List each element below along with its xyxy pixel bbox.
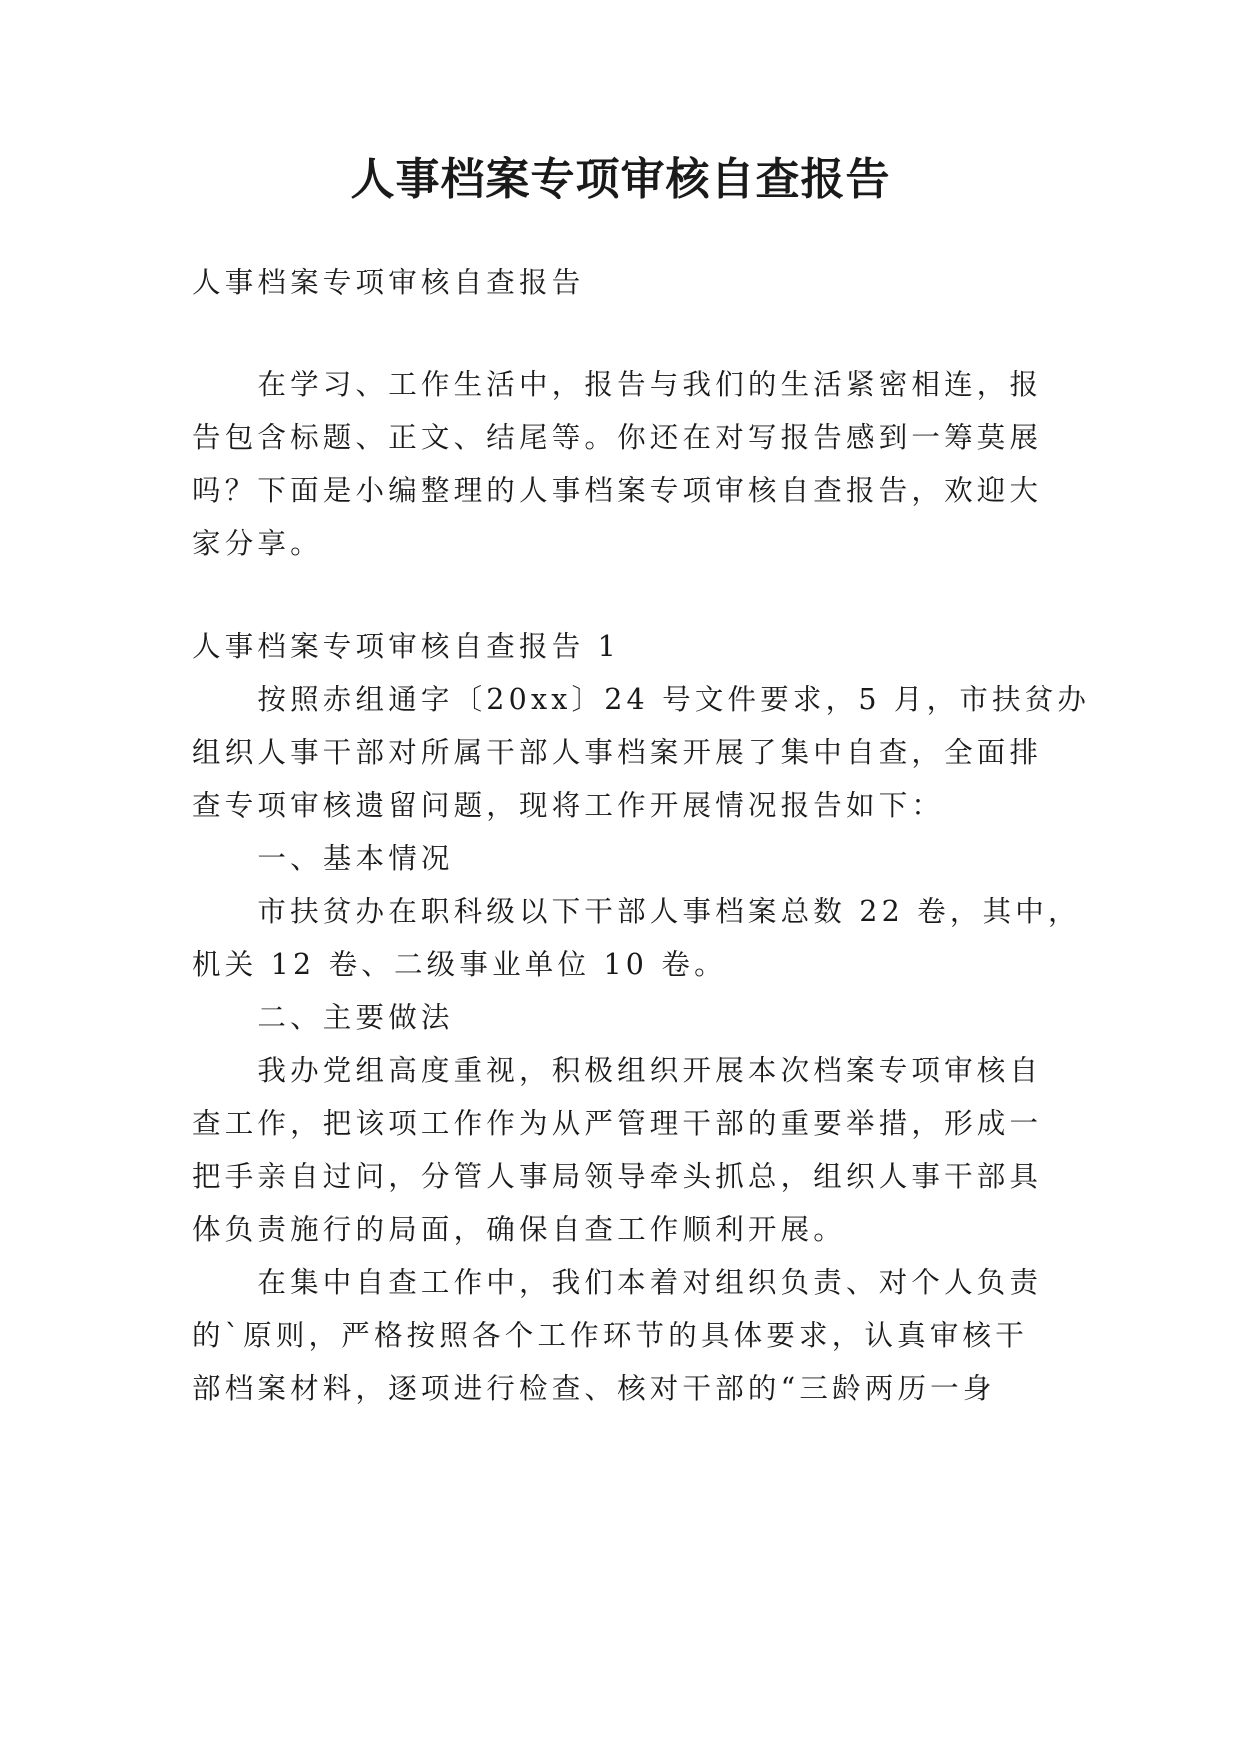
body-line: 的`原则，严格按照各个工作环节的具体要求，认真审核干 bbox=[192, 1319, 1028, 1352]
body-line: 二、主要做法 bbox=[192, 1001, 454, 1034]
body-line: 我办党组高度重视，积极组织开展本次档案专项审核自 bbox=[192, 1054, 1043, 1087]
intro-line: 家分享。 bbox=[192, 527, 323, 560]
intro-line: 告包含标题、正文、结尾等。你还在对写报告感到一筹莫展 bbox=[192, 421, 1043, 454]
document-title: 人事档案专项审核自查报告 bbox=[350, 154, 891, 205]
subtitle-line: 人事档案专项审核自查报告 bbox=[192, 266, 585, 299]
section-heading-line: 人事档案专项审核自查报告 1 bbox=[192, 630, 620, 663]
body-line: 查工作，把该项工作作为从严管理干部的重要举措，形成一 bbox=[192, 1107, 1043, 1140]
body-line: 市扶贫办在职科级以下干部人事档案总数 22 卷，其中， bbox=[192, 895, 1081, 928]
body-line: 组织人事干部对所属干部人事档案开展了集中自查，全面排 bbox=[192, 736, 1043, 769]
body-line: 按照赤组通字〔20xx〕24 号文件要求，5 月，市扶贫办 bbox=[192, 683, 1091, 716]
body-line: 部档案材料，逐项进行检查、核对干部的“三龄两历一身 bbox=[192, 1372, 996, 1405]
body-line: 一、基本情况 bbox=[192, 842, 454, 875]
body-line: 在集中自查工作中，我们本着对组织负责、对个人负责 bbox=[192, 1266, 1043, 1299]
intro-line: 吗？下面是小编整理的人事档案专项审核自查报告，欢迎大 bbox=[192, 474, 1043, 507]
body-line: 体负责施行的局面，确保自查工作顺利开展。 bbox=[192, 1213, 847, 1246]
body-line: 查专项审核遗留问题，现将工作开展情况报告如下： bbox=[192, 789, 945, 822]
intro-line: 在学习、工作生活中，报告与我们的生活紧密相连，报 bbox=[192, 368, 1043, 401]
body-line: 把手亲自过问，分管人事局领导牵头抓总，组织人事干部具 bbox=[192, 1160, 1043, 1193]
body-line: 机关 12 卷、二级事业单位 10 卷。 bbox=[192, 948, 727, 981]
